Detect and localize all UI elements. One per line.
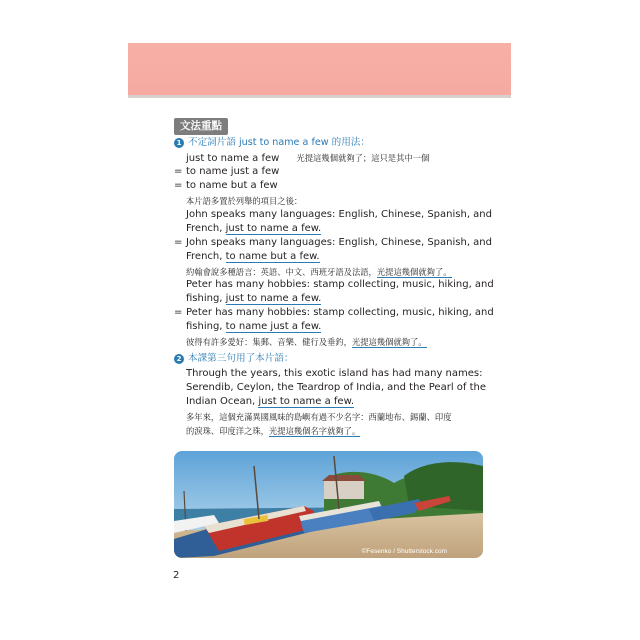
point2-line3-text: Indian Ocean, [186, 396, 259, 407]
example1-line2-text: French, [186, 223, 226, 234]
example2-line2-text: fishing, [186, 293, 226, 304]
point2-line3 [186, 395, 354, 409]
point2-underlined-phrase: just to name a few. [258, 396, 355, 407]
phrase1-row [186, 151, 429, 166]
point2-translation-underlined: 光提這幾個名字就夠了。 [268, 426, 361, 436]
example1-line2 [186, 222, 321, 236]
equals-sign: = [174, 166, 183, 177]
point1-heading: 不定詞片語 just to name a few 的用法： [188, 137, 370, 148]
equals-sign: = [174, 180, 183, 191]
example2-translation-underlined: 光提這幾個就夠了。 [351, 337, 427, 347]
point1-heading-row [174, 136, 370, 150]
example1b-line1: John speaks many languages: English, Chinese, Spanish, and [186, 237, 492, 248]
example2b-line1: Peter has many hobbies: stamp collecting, music, hiking, and [186, 307, 494, 318]
equals-sign: = [174, 237, 183, 248]
example1-underlined-phrase: just to name a few. [225, 223, 322, 234]
point1-number-badge: 1 [174, 138, 184, 148]
section-title: 文法重點 [174, 118, 228, 135]
example2-line1: Peter has many hobbies: stamp collecting, music, hiking, and [186, 279, 494, 290]
point2-translation-line1: 多年來，這個充滿異國風味的島嶼有過不少名字：西蘭地布、錫蘭、印度 [186, 412, 452, 422]
header-banner-shadow [128, 95, 511, 98]
point2-heading-row [174, 352, 294, 366]
page-number: 2 [173, 570, 180, 581]
example1b-line2-text: French, [186, 251, 226, 262]
point2-translation-line2 [186, 424, 360, 438]
example1-translation [186, 265, 452, 279]
example2b-line2 [186, 320, 321, 334]
header-banner [128, 43, 511, 95]
example2b-underlined-phrase: to name just a few. [225, 321, 322, 332]
phrase2: to name just a few [186, 166, 280, 177]
usage-note: 本片語多置於列舉的項目之後： [186, 196, 303, 206]
example1-line1: John speaks many languages: English, Chinese, Spanish, and [186, 209, 492, 220]
example1b-underlined-phrase: to name but a few. [225, 251, 320, 262]
example2-translation-text: 彼得有許多愛好：集郵、音樂、健行及垂釣， [186, 337, 352, 347]
phrase3: to name but a few [186, 180, 278, 191]
example1b-line2 [186, 250, 320, 264]
example2-underlined-phrase: just to name a few. [225, 293, 322, 304]
phrase1: just to name a few [186, 153, 280, 164]
point2-translation-text: 的淚珠、印度洋之珠， [186, 426, 269, 436]
example1-translation-underlined: 光提這幾個就夠了。 [376, 267, 452, 277]
example2-line2 [186, 292, 321, 306]
example1-translation-text: 約翰會說多種語言：英語、中文、西班牙語及法語， [186, 267, 377, 277]
photo-credit: ©Fesenko / Shutterstock.com [361, 548, 447, 555]
point2-heading: 本課第三句用了本片語： [188, 353, 294, 364]
point2-line1: Through the years, this exotic island has had many names: [186, 368, 483, 379]
example2b-line2-text: fishing, [186, 321, 226, 332]
beach-boats-photo [174, 451, 483, 558]
photo-illustration [174, 451, 483, 558]
example2-translation [186, 335, 427, 349]
point2-line2: Serendib, Ceylon, the Teardrop of India, and the Pearl of the [186, 382, 487, 393]
point2-number-badge: 2 [174, 354, 184, 364]
textbook-page [128, 43, 511, 599]
phrase1-gloss: 光提這幾個就夠了；這只是其中一個 [296, 153, 430, 163]
equals-sign: = [174, 307, 183, 318]
